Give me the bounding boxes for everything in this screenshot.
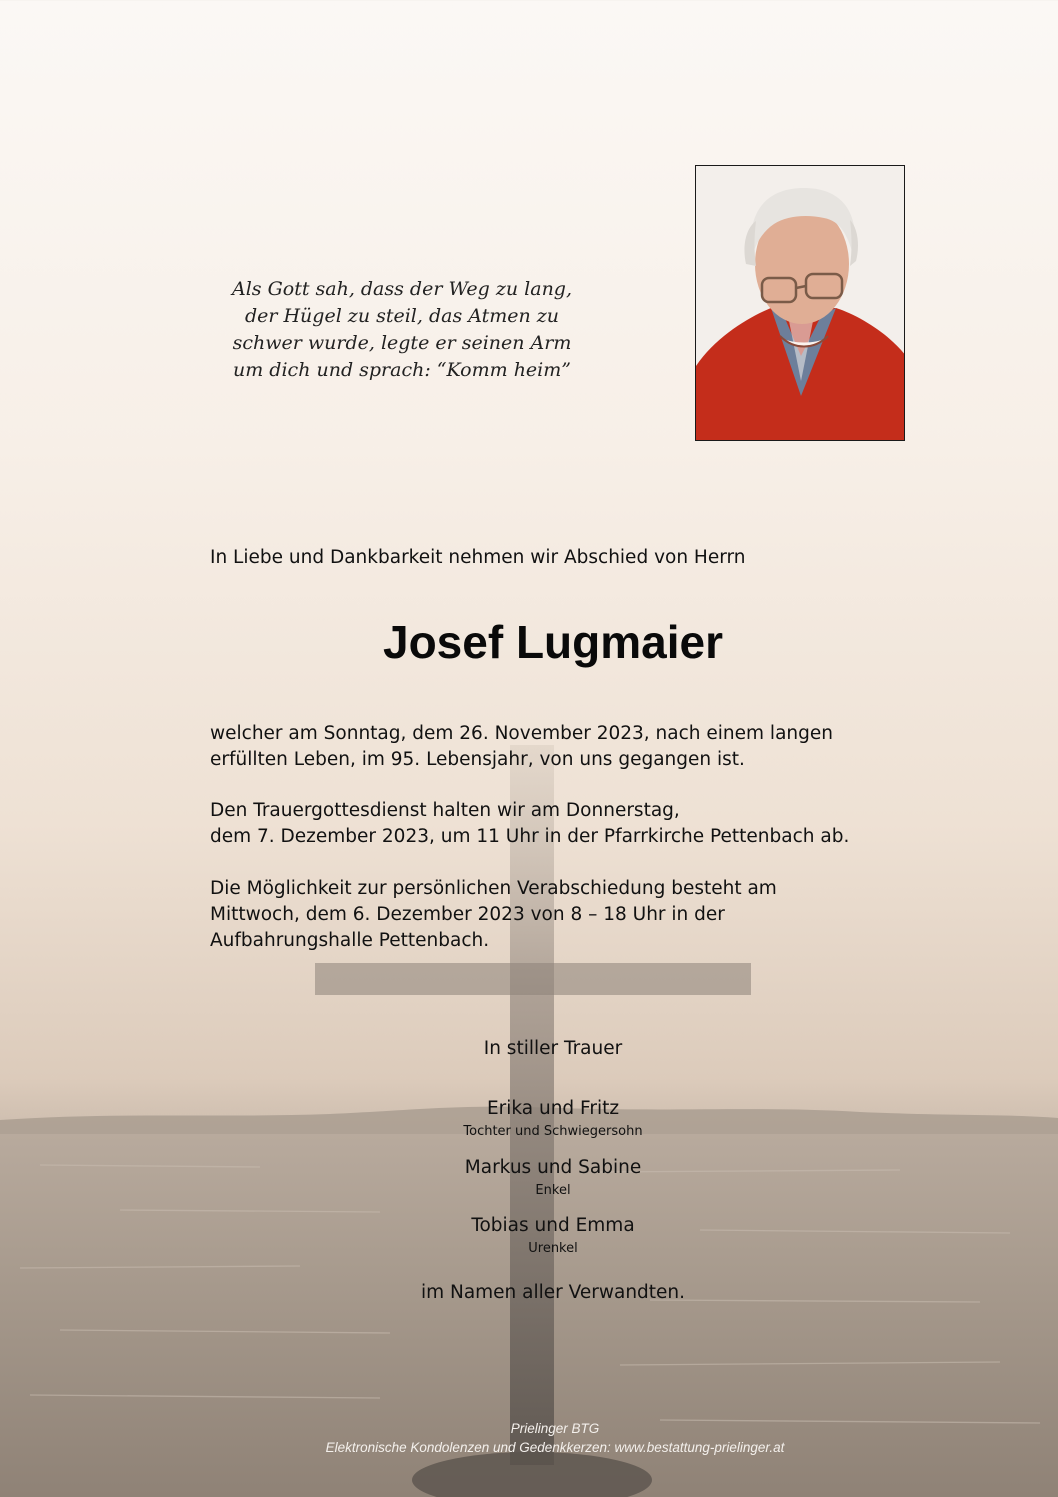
memorial-quote: [200, 276, 604, 384]
mourner-name: Markus und Sabine: [464, 1157, 642, 1178]
viewing-paragraph: [210, 876, 777, 954]
portrait-illustration: [696, 166, 905, 441]
mourner-relation: Enkel: [535, 1183, 571, 1198]
paragraph-line: Die Möglichkeit zur persönlichen Verabschiedung besteht am: [210, 878, 777, 899]
paragraph-line: Aufbahrungshalle Pettenbach.: [210, 930, 490, 951]
intro-text: In Liebe und Dankbarkeit nehmen wir Abschied von Herrn: [210, 547, 746, 568]
paragraph-line: welcher am Sonntag, dem 26. November 2023, nach einem langen: [210, 723, 833, 744]
funeral-service-paragraph: [210, 798, 849, 850]
portrait-photo: [695, 165, 905, 441]
paragraph-line: Mittwoch, dem 6. Dezember 2023 von 8 – 18 Uhr in der: [210, 904, 725, 925]
quote-line: Als Gott sah, dass der Weg zu lang,: [231, 278, 573, 300]
quote-line: der Hügel zu steil, das Atmen zu: [244, 305, 560, 327]
mourner-name: Erika und Fritz: [486, 1098, 620, 1119]
paragraph-line: erfüllten Leben, im 95. Lebensjahr, von uns gegangen ist.: [210, 749, 745, 770]
closing-line: im Namen aller Verwandten.: [420, 1282, 686, 1303]
quote-line: um dich und sprach: “Komm heim”: [233, 359, 571, 381]
paragraph-line: Den Trauergottesdienst halten wir am Donnerstag,: [210, 800, 680, 821]
quote-line: schwer wurde, legte er seinen Arm: [232, 332, 572, 354]
deceased-name: Josef Lugmaier: [383, 616, 723, 668]
death-paragraph: [210, 721, 833, 773]
paragraph-line: dem 7. Dezember 2023, um 11 Uhr in der Pfarrkirche Pettenbach ab.: [210, 826, 850, 847]
mourner-name: Tobias und Emma: [471, 1215, 635, 1236]
footer-company: Prielinger BTG: [510, 1421, 600, 1436]
footer-website-link[interactable]: Elektronische Kondolenzen und Gedenkkerzen: www.bestattung-prielinger.at: [325, 1440, 785, 1455]
mourner-relation: Urenkel: [528, 1241, 578, 1256]
mourner-relation: Tochter und Schwiegersohn: [463, 1124, 643, 1139]
mourning-heading: In stiller Trauer: [483, 1038, 623, 1059]
